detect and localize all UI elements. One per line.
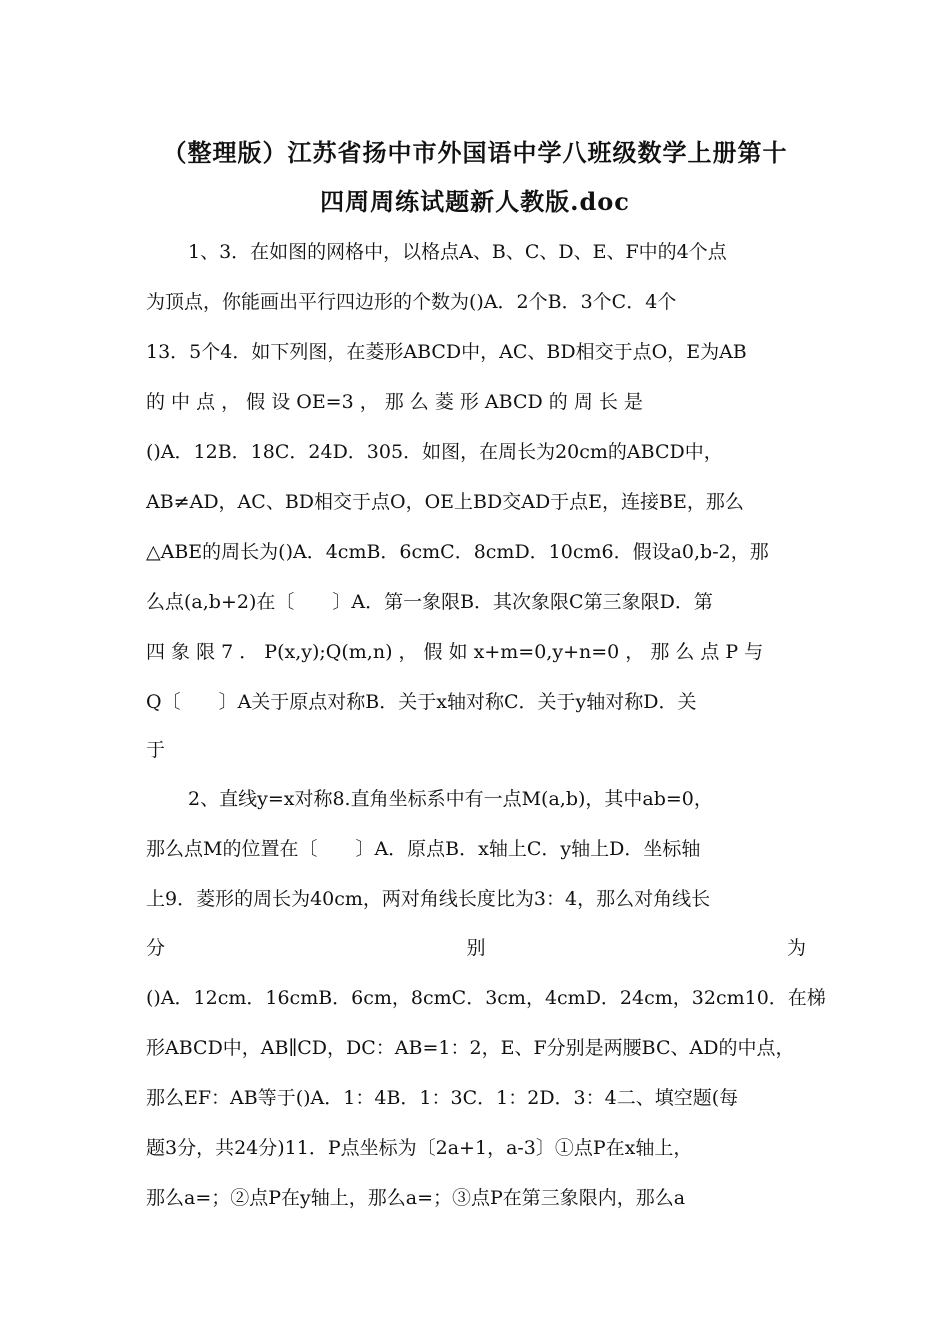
text-line: 2、直线y=x对称8.直角坐标系中有一点M(a,b)，其中ab=0， [188,788,713,810]
text-line: 那么a=；②点P在y轴上，那么a=；③点P在第三象限内，那么a [146,1187,686,1209]
spread-char: 别 [466,937,486,959]
text-line: AB≠AD，AC、BD相交于点O，OE上BD交AD于点E，连接BE，那么 [146,491,744,513]
text-line: 那么EF：AB等于()A．1：4B．1：3C．1：2D．3：4二、填空题(每 [146,1087,739,1109]
text-line: 上9．菱形的周长为40cm，两对角线长度比为3：4，那么对角线长 [146,888,711,910]
text-line: Q〔 〕A关于原点对称B．关于x轴对称C．关于y轴对称D．关 [146,691,697,713]
document-title-line-1: （整理版）江苏省扬中市外国语中学八班级数学上册第十 [162,138,788,167]
text-line: 形ABCD中，AB∥CD，DC：AB=1：2，E、F分别是两腰BC、AD的中点， [146,1037,795,1059]
document-title-line-2: 四周周练试题新人教版.doc [320,187,630,216]
text-line: 于 [146,739,166,761]
text-line: 为顶点，你能画出平行四边形的个数为()A．2个B．3个C．4个 [146,291,677,313]
spread-char: 分 [146,937,166,959]
spread-text-line [146,935,806,961]
text-line: 四 象 限 7 ． P(x,y);Q(m,n) ， 假 如 x+m=0,y+n=0 ， 那 么 点 P 与 [146,641,764,663]
text-line: 那么点M的位置在〔 〕A．原点B．x轴上C．y轴上D．坐标轴 [146,838,701,860]
text-line: ()A．12B．18C．24D．305．如图，在周长为20cm的ABCD中， [146,441,723,463]
text-line: 13．5个4．如下列图，在菱形ABCD中，AC、BD相交于点O，E为AB [146,341,747,363]
text-line: 题3分，共24分)11．P点坐标为〔2a+1，a-3〕①点P在x轴上， [146,1137,693,1159]
text-line: 1、3．在如图的网格中，以格点A、B、C、D、E、F中的4个点 [188,241,727,263]
text-line: 的 中 点 ， 假 设 OE=3 ， 那 么 菱 形 ABCD 的 周 长 是 [146,391,643,413]
text-line: △ABE的周长为()A．4cmB．6cmC．8cmD．10cm6．假设a0,b-2，那 [146,541,769,563]
text-line: 么点(a,b+2)在〔 〕A．第一象限B．其次象限C第三象限D．第 [146,591,713,613]
spread-char: 为 [786,937,806,959]
text-line: ()A．12cm．16cmB．6cm，8cmC．3cm，4cmD．24cm，32cm10．在梯 [146,987,826,1009]
